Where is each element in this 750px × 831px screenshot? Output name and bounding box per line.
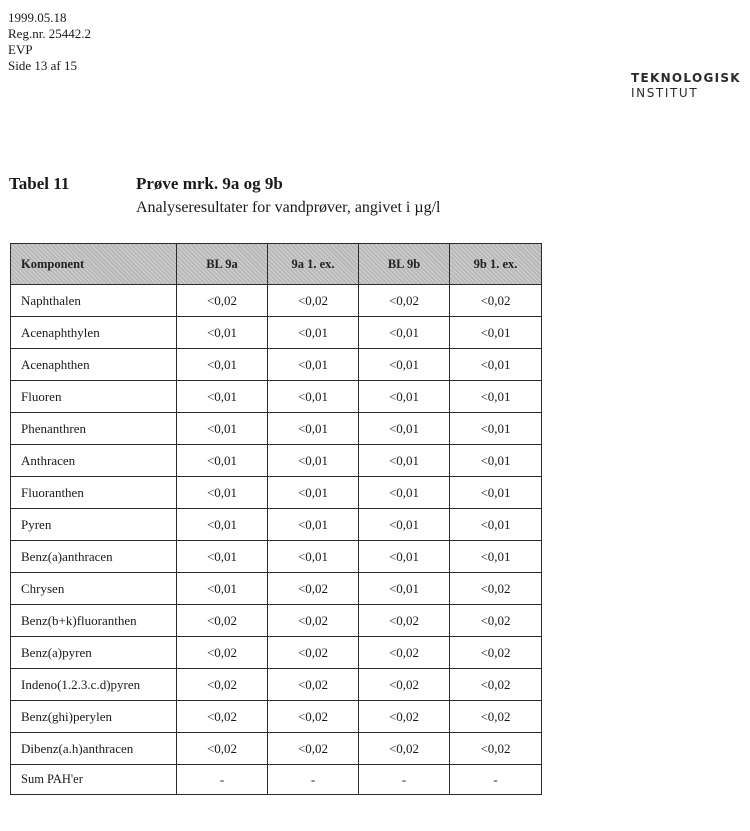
value-cell: <0,02 bbox=[359, 285, 450, 317]
header-bl-9a: BL 9a bbox=[177, 244, 268, 285]
value-cell: <0,01 bbox=[450, 477, 542, 509]
value-cell: <0,01 bbox=[177, 317, 268, 349]
value-cell: <0,01 bbox=[268, 381, 359, 413]
component-name-cell: Naphthalen bbox=[11, 285, 177, 317]
value-cell: <0,01 bbox=[450, 541, 542, 573]
component-name-cell: Benz(a)pyren bbox=[11, 637, 177, 669]
value-cell: <0,01 bbox=[268, 541, 359, 573]
component-name-cell: Acenaphthylen bbox=[11, 317, 177, 349]
table-row bbox=[11, 541, 542, 573]
value-cell: <0,01 bbox=[268, 445, 359, 477]
value-cell: <0,02 bbox=[450, 637, 542, 669]
table-title: Prøve mrk. 9a og 9b bbox=[136, 174, 283, 193]
table-row bbox=[11, 445, 542, 477]
value-cell: - bbox=[450, 765, 542, 795]
component-name-cell: Chrysen bbox=[11, 573, 177, 605]
value-cell: <0,01 bbox=[450, 413, 542, 445]
component-name-cell: Phenanthren bbox=[11, 413, 177, 445]
value-cell: <0,02 bbox=[450, 669, 542, 701]
value-cell: <0,01 bbox=[359, 317, 450, 349]
value-cell: <0,01 bbox=[268, 477, 359, 509]
component-name-cell: Benz(ghi)perylen bbox=[11, 701, 177, 733]
table-row bbox=[11, 317, 542, 349]
value-cell: <0,02 bbox=[268, 573, 359, 605]
value-cell: <0,01 bbox=[177, 541, 268, 573]
component-name-cell: Pyren bbox=[11, 509, 177, 541]
value-cell: <0,01 bbox=[177, 445, 268, 477]
value-cell: <0,01 bbox=[177, 573, 268, 605]
value-cell: <0,01 bbox=[359, 509, 450, 541]
table-row bbox=[11, 573, 542, 605]
value-cell: <0,02 bbox=[177, 733, 268, 765]
table-label: Tabel 11 bbox=[9, 174, 70, 193]
table-header-row bbox=[11, 244, 542, 285]
value-cell: <0,02 bbox=[359, 701, 450, 733]
table-row bbox=[11, 701, 542, 733]
component-name-cell: Anthracen bbox=[11, 445, 177, 477]
teknologisk-institut-logo bbox=[631, 71, 741, 101]
component-name-cell: Benz(a)anthracen bbox=[11, 541, 177, 573]
header-9b-1-ex: 9b 1. ex. bbox=[450, 244, 542, 285]
value-cell: <0,02 bbox=[359, 605, 450, 637]
table-row bbox=[11, 413, 542, 445]
value-cell: - bbox=[359, 765, 450, 795]
value-cell: <0,01 bbox=[359, 445, 450, 477]
value-cell: <0,01 bbox=[450, 349, 542, 381]
results-table-container bbox=[10, 243, 541, 795]
value-cell: - bbox=[268, 765, 359, 795]
value-cell: <0,01 bbox=[268, 413, 359, 445]
component-name-cell: Acenaphthen bbox=[11, 349, 177, 381]
value-cell: <0,01 bbox=[359, 541, 450, 573]
value-cell: <0,01 bbox=[268, 317, 359, 349]
value-cell: <0,02 bbox=[450, 285, 542, 317]
table-row bbox=[11, 381, 542, 413]
value-cell: <0,02 bbox=[450, 701, 542, 733]
logo-line-1: TEKNOLOGISK bbox=[631, 71, 741, 85]
value-cell: <0,02 bbox=[177, 637, 268, 669]
table-row bbox=[11, 477, 542, 509]
value-cell: <0,02 bbox=[177, 285, 268, 317]
value-cell: <0,01 bbox=[359, 413, 450, 445]
table-subtitle: Analyseresultater for vandprøver, angivet i µg/l bbox=[136, 199, 441, 216]
value-cell: <0,01 bbox=[450, 381, 542, 413]
table-row bbox=[11, 733, 542, 765]
value-cell: <0,02 bbox=[359, 669, 450, 701]
value-cell: <0,02 bbox=[450, 605, 542, 637]
value-cell: <0,02 bbox=[177, 701, 268, 733]
value-cell: <0,02 bbox=[268, 637, 359, 669]
value-cell: <0,02 bbox=[177, 605, 268, 637]
header-9a-1-ex: 9a 1. ex. bbox=[268, 244, 359, 285]
value-cell: <0,02 bbox=[450, 573, 542, 605]
value-cell: <0,01 bbox=[177, 413, 268, 445]
table-row bbox=[11, 637, 542, 669]
value-cell: <0,01 bbox=[268, 349, 359, 381]
table-row bbox=[11, 349, 542, 381]
value-cell: <0,01 bbox=[450, 317, 542, 349]
table-row bbox=[11, 285, 542, 317]
document-date: 1999.05.18 bbox=[8, 10, 67, 25]
results-table bbox=[10, 243, 542, 795]
value-cell: <0,01 bbox=[268, 509, 359, 541]
value-cell: <0,02 bbox=[177, 669, 268, 701]
logo-line-2: INSTITUT bbox=[631, 86, 699, 100]
author-initials: EVP bbox=[8, 42, 33, 57]
value-cell: <0,01 bbox=[177, 349, 268, 381]
component-name-cell: Sum PAH'er bbox=[11, 765, 177, 795]
component-name-cell: Fluoren bbox=[11, 381, 177, 413]
header-bl-9b: BL 9b bbox=[359, 244, 450, 285]
value-cell: <0,01 bbox=[359, 573, 450, 605]
value-cell: <0,01 bbox=[450, 445, 542, 477]
page-number: Side 13 af 15 bbox=[8, 58, 77, 73]
value-cell: <0,02 bbox=[359, 733, 450, 765]
value-cell: <0,02 bbox=[268, 733, 359, 765]
value-cell: <0,01 bbox=[450, 509, 542, 541]
component-name-cell: Indeno(1.2.3.c.d)pyren bbox=[11, 669, 177, 701]
value-cell: <0,01 bbox=[177, 509, 268, 541]
value-cell: <0,02 bbox=[268, 701, 359, 733]
header-komponent: Komponent bbox=[11, 244, 177, 285]
value-cell: <0,01 bbox=[177, 381, 268, 413]
table-row bbox=[11, 509, 542, 541]
value-cell: <0,01 bbox=[359, 477, 450, 509]
document-meta bbox=[8, 10, 91, 74]
component-name-cell: Fluoranthen bbox=[11, 477, 177, 509]
table-row bbox=[11, 765, 542, 795]
value-cell: <0,02 bbox=[268, 669, 359, 701]
value-cell: <0,02 bbox=[450, 733, 542, 765]
table-row bbox=[11, 669, 542, 701]
value-cell: <0,01 bbox=[359, 349, 450, 381]
registration-number: Reg.nr. 25442.2 bbox=[8, 26, 92, 41]
value-cell: <0,01 bbox=[359, 381, 450, 413]
value-cell: <0,02 bbox=[359, 637, 450, 669]
component-name-cell: Benz(b+k)fluoranthen bbox=[11, 605, 177, 637]
component-name-cell: Dibenz(a.h)anthracen bbox=[11, 733, 177, 765]
value-cell: <0,01 bbox=[177, 477, 268, 509]
table-row bbox=[11, 605, 542, 637]
value-cell: <0,02 bbox=[268, 285, 359, 317]
value-cell: <0,02 bbox=[268, 605, 359, 637]
value-cell: - bbox=[177, 765, 268, 795]
